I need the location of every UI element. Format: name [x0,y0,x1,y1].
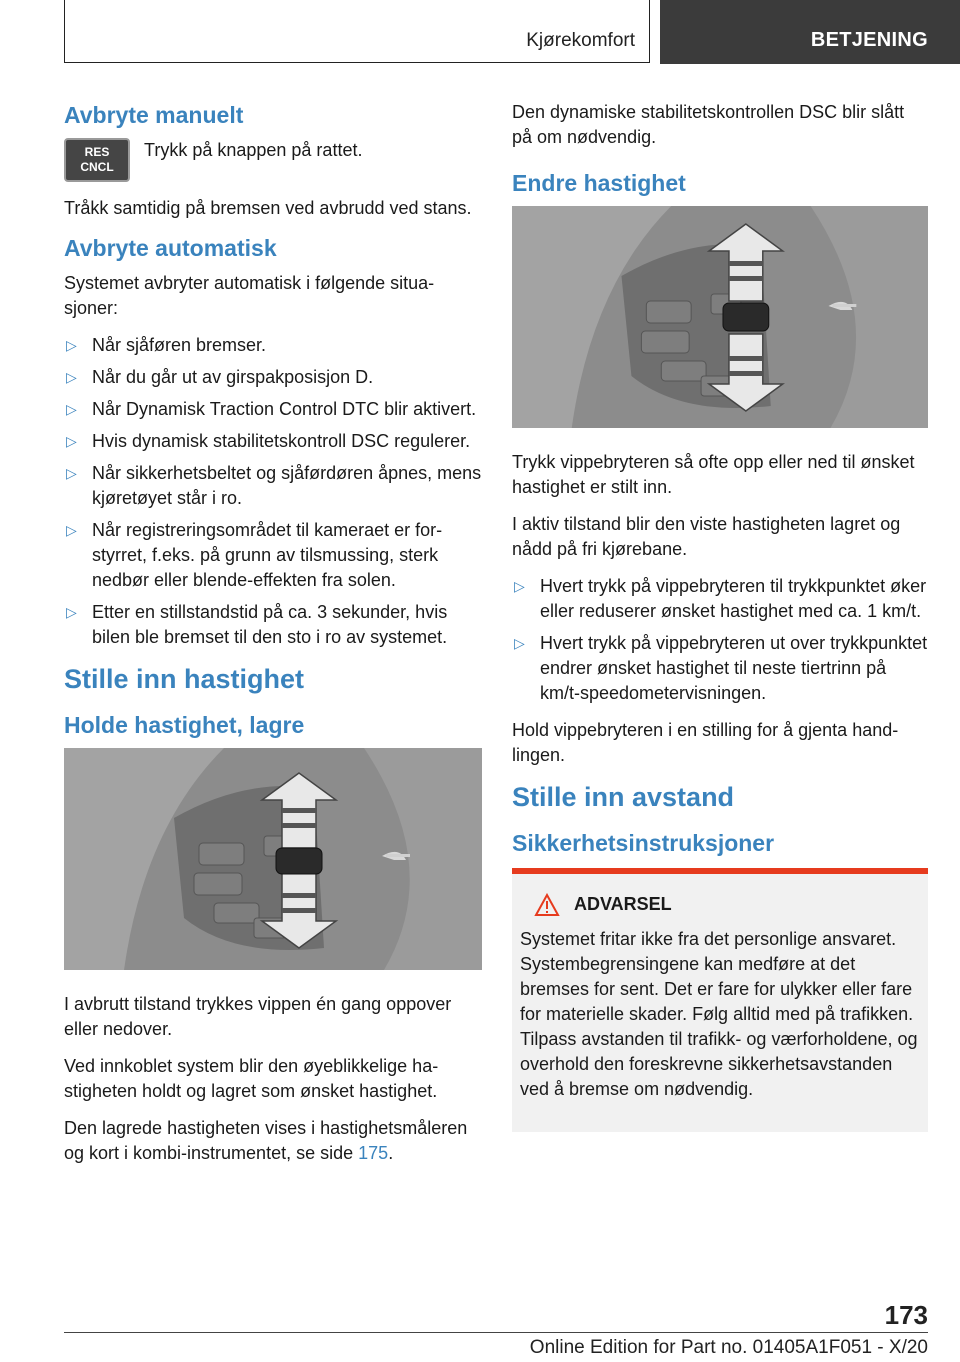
header-chapter-title: BETJENING [810,29,928,51]
list-item: ▷ Når Dynamisk Traction Control DTC blir aktivert. [64,397,482,422]
warning-box [512,874,928,1132]
triangle-bullet-icon: ▷ [514,578,525,594]
paragraph-auto: Systemet avbryter automatisk i følgende situasjoner: [64,273,435,318]
triangle-bullet-icon: ▷ [66,465,77,481]
res-label: RES [84,145,110,159]
paragraph-hold-2: Ved innkoblet system blir den øyeblikkelige hastigheten holdt og lagret som ønsket hastighet. [64,1056,439,1101]
paragraph-hold-3: Den lagrede hastigheten vises i hastighetsmåleren og kort i kombi-instrumentet, se side 175. [64,1118,468,1163]
triangle-bullet-icon: ▷ [66,604,77,620]
triangle-bullet-icon: ▷ [66,337,77,353]
footer-divider [64,1332,928,1333]
paragraph-change-1: Trykk vippebryteren så ofte opp eller ned til ønsket hastighet er stilt inn. [512,452,915,497]
heading-cancel-auto: Avbryte automatisk [64,235,277,261]
triangle-bullet-icon: ▷ [66,522,77,538]
cncl-label: CNCL [80,160,114,174]
res-cncl-button-icon [64,138,130,182]
heading-set-speed: Stille inn hastighet [64,664,305,694]
heading-set-distance: Stille inn avstand [512,782,735,812]
warning-triangle-icon [534,893,560,917]
heading-safety: Sikkerhetsinstruksjoner [512,830,775,856]
triangle-bullet-icon: ▷ [514,635,525,651]
heading-change-speed: Endre hastighet [512,170,686,196]
change-speed-list [512,574,928,706]
header-section-title: Kjørekomfort [526,30,635,51]
heading-cancel-manual: Avbryte manuelt [64,102,244,128]
res-cncl-row [64,138,482,182]
list-item: ▷ Når registreringsområdet til kameraet er forstyrret, f.eks. på grunn av tilsmussing, sterk nedbør eller blende-effekten fra solen. [66,520,443,590]
header-section-box [64,0,650,63]
warning-text: Systemet fritar ikke fra det personlige ansvaret. Systembegrensingene kan medføre at det bremses for sent. Det er fare for ulykker eller fare for materielle skader. Følg alltid med på trafikken. Tilpass avstanden til trafikk- og værforholdene, og overhold den foreskrevne sikkerhetsavstanden ved å bremse om nødvendig. [520,929,918,1099]
paragraph-change-3: Hold vippebryteren i en stilling for å gjenta handlingen. [512,720,899,765]
list-item: ▷ Når sikkerhetsbeltet og sjåførdøren åpnes, mens kjøretøyet står i ro. [66,463,482,508]
footer-edition: Online Edition for Part no. 01405A1F051 - X/20 [529,1337,928,1358]
triangle-bullet-icon: ▷ [66,369,77,385]
right-column [512,100,928,1132]
left-column [64,100,482,1178]
list-item: ▷ Hvert trykk på vippebryteren ut over trykkpunktet endrer ønsket hastighet til neste tiertrinn på km/t-speedometervisningen. [514,633,928,703]
triangle-bullet-icon: ▷ [66,433,77,449]
paragraph-dsc: Den dynamiske stabilitetskontrollen DSC blir slått på om nødvendig. [512,102,905,147]
list-item: ▷ Når du går ut av girspakposisjon D. [64,365,482,390]
paragraph-brake: Tråkk samtidig på bremsen ved avbrudd ved stans. [64,198,472,218]
list-item: ▷ Hvert trykk på vippebryteren til trykkpunktet øker eller reduserer ønsket hastighet med ca. 1 km/t. [514,576,927,621]
warning-title: ADVARSEL [534,892,920,917]
list-item: ▷ Etter en stillstandstid på ca. 3 sekunder, hvis bilen ble bremset til den sto i ro av systemet. [66,602,448,647]
list-item: ▷ Når sjåføren bremser. [64,333,482,358]
steering-wheel-rocker-image-2 [512,206,928,428]
triangle-bullet-icon: ▷ [66,401,77,417]
paragraph-hold-1: I avbrutt tilstand trykkes vippen én gang oppover eller nedover. [64,994,452,1039]
paragraph-change-2: I aktiv tilstand blir den viste hastigheten lagret og nådd på fri kjørebane. [512,514,901,559]
heading-hold-speed: Holde hastighet, lagre [64,712,305,738]
page-reference-link[interactable]: 175 [358,1143,389,1163]
header-chapter-box [660,0,960,64]
page-number: 173 [884,1300,928,1330]
list-item: ▷ Hvis dynamisk stabilitetskontroll DSC regulerer. [64,429,482,454]
auto-cancel-list [64,333,482,650]
steering-wheel-rocker-image [64,748,482,970]
paragraph-press-button: Trykk på knappen på rattet. [144,140,363,160]
